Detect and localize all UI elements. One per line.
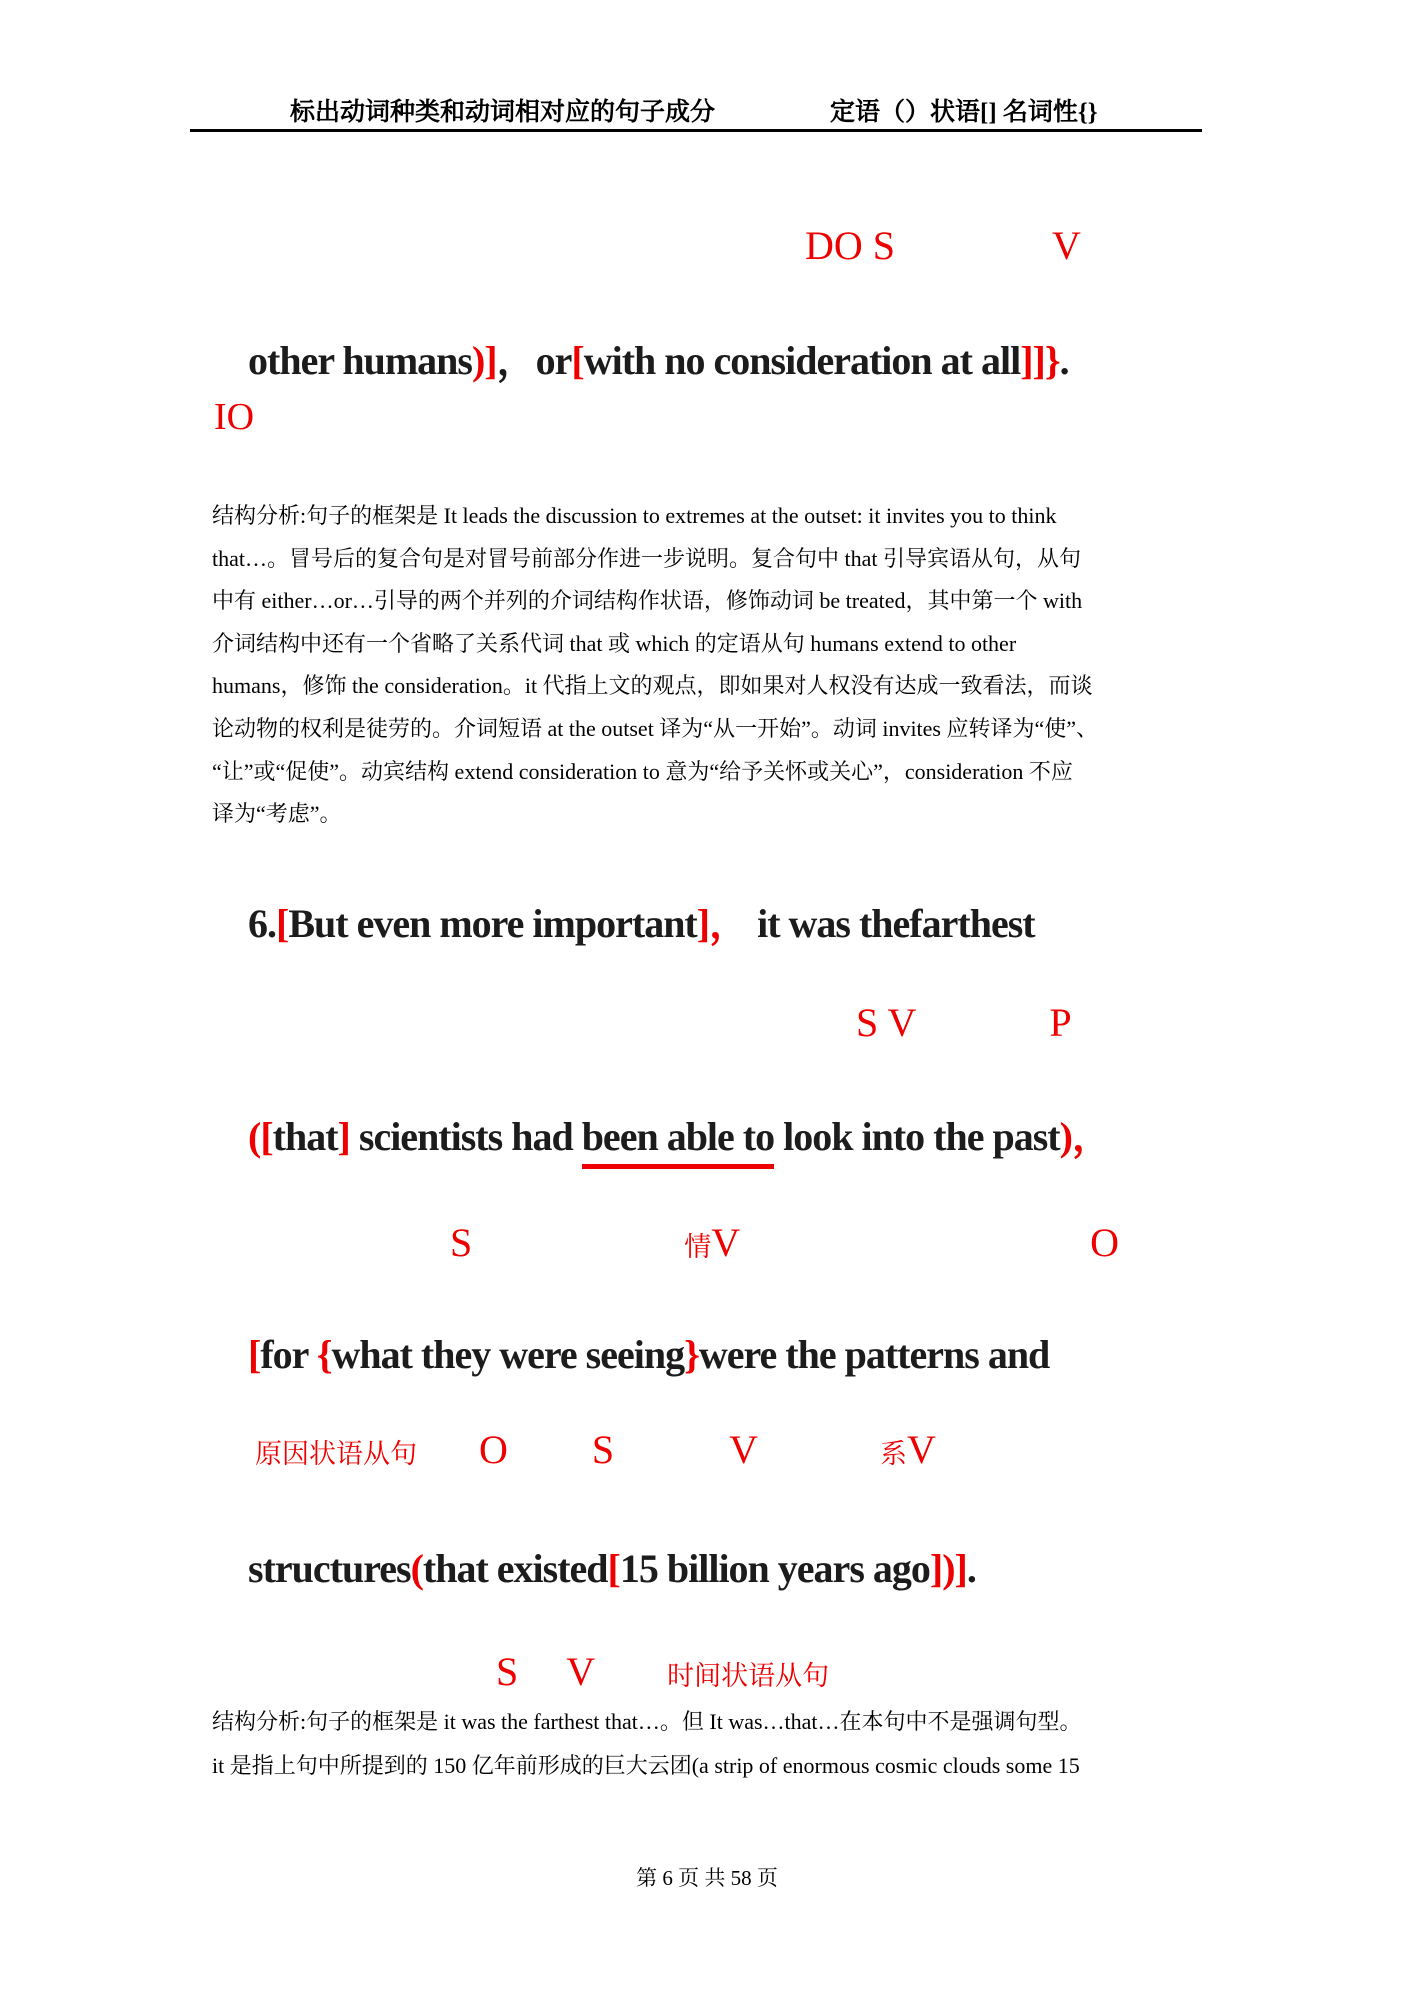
label-row5-clause: 时间状语从句 [667, 1661, 830, 1691]
label-io: IO [214, 396, 255, 438]
s2-seg-2: that [272, 1114, 338, 1159]
label-row-4 [215, 1390, 936, 1510]
s3-seg-4: } [684, 1332, 699, 1377]
h6-seg-3: ] [696, 901, 710, 946]
s2-seg-3: ] [337, 1114, 350, 1159]
label-row5-v: V [566, 1649, 596, 1694]
label-row5-s: S [496, 1649, 519, 1694]
analysis1-line-8: 译为“考虑”。 [212, 801, 342, 827]
s2-seg-5-underlined: been able to [582, 1114, 774, 1169]
s2-seg-8: ， [1071, 1114, 1111, 1159]
s2-seg-1: [ [260, 1114, 273, 1159]
s1-seg-1: )] [471, 338, 497, 383]
label-p: P [1049, 1000, 1072, 1045]
label-row3-qing: 情 [684, 1232, 712, 1262]
analysis1-line-2: that…。冒号后的复合句是对冒号前部分作进一步说明。复合句中 that 引导宾语从句，从句 [212, 545, 1081, 571]
analysis1-line-3: 中有 either…or…引导的两个并列的介词结构作状语，修饰动词 be treated，其中第一个 with [212, 588, 1083, 614]
header-rule [190, 129, 1202, 132]
s3-seg-1: for [260, 1332, 317, 1377]
h6-seg-1: [ [276, 901, 289, 946]
label-row4-s: S [591, 1427, 615, 1472]
s4-seg-4: 15 billion years ago [619, 1546, 930, 1591]
label-row4-v2: V [907, 1427, 936, 1472]
sentence-line-1 [212, 292, 1069, 430]
s1-seg-3: or [535, 338, 572, 383]
label-row3-s: S [450, 1220, 473, 1265]
s3-seg-5: were the patterns and [698, 1332, 1050, 1377]
s3-seg-2: { [316, 1332, 332, 1377]
s4-seg-5: ])] [929, 1546, 967, 1591]
s4-seg-0: structures [248, 1546, 411, 1591]
h6-seg-4: ， [709, 901, 749, 946]
s4-seg-1: ( [410, 1546, 423, 1591]
s1-seg-4: [ [571, 338, 584, 383]
analysis2-line-1: 结构分析:句子的框架是 it was the farthest that…。但 It was…that…在本句中不是强调句型。 [212, 1709, 1082, 1734]
header-left-title: 标出动词种类和动词相对应的句子成分 [290, 99, 716, 126]
s4-seg-2: that existed [422, 1546, 608, 1591]
label-row3-o: O [1090, 1220, 1120, 1265]
label-row4-o: O [479, 1427, 508, 1472]
s2-seg-7: ) [1059, 1114, 1072, 1159]
label-row3-v: V [711, 1220, 741, 1265]
analysis-paragraph-2 [212, 1705, 1212, 1793]
s2-seg-0: ( [248, 1114, 261, 1159]
s1-seg-5: with no consideration at all [583, 338, 1021, 383]
s3-seg-0: [ [248, 1332, 261, 1377]
s4-seg-3: [ [607, 1546, 620, 1591]
s3-seg-3: what they were seeing [331, 1332, 685, 1377]
label-row4-clause: 原因状语从句 [255, 1439, 417, 1469]
h6-seg-0: 6. [248, 901, 276, 946]
label-v-1: V [1052, 223, 1081, 268]
label-s-v: S V [856, 1000, 917, 1045]
analysis1-line-1: 结构分析:句子的框架是 It leads the discussion to extremes at the outset: it invites you to think [212, 503, 1057, 528]
s4-seg-6: . [966, 1546, 976, 1591]
analysis1-line-6: 论动物的权利是徒劳的。介词短语 at the outset 译为“从一开始”。动词 invites 应转译为“使”、 [212, 715, 1099, 741]
label-row-2 [816, 963, 1072, 1083]
label-row-1 [765, 186, 1081, 306]
analysis1-line-7: “让”或“促使”。动宾结构 extend consideration to 意为“给予关怀或关心”，consideration 不应 [212, 758, 1073, 784]
analysis-paragraph-1 [212, 499, 1212, 840]
analysis2-line-2: it 是指上句中所提到的 150 亿年前形成的巨大云团(a strip of enormous cosmic clouds some 15 [212, 1753, 1080, 1778]
s1-seg-7: . [1059, 338, 1069, 383]
s1-seg-0: other humans [248, 338, 472, 383]
h6-seg-2: But even more important [288, 901, 697, 946]
label-row4-xi: 系 [880, 1439, 908, 1469]
label-row4-v: V [729, 1427, 759, 1472]
page-number: 第 6 页 共 58 页 [636, 1866, 778, 1890]
s2-seg-4: scientists had [349, 1114, 582, 1159]
analysis1-line-4: 介词结构中还有一个省略了关系代词 that 或 which 的定语从句 humans extend to other [212, 630, 1017, 656]
label-do-s: DO S [805, 223, 896, 268]
s1-seg-6: ]]} [1020, 338, 1060, 383]
s1-seg-2: ， [496, 338, 536, 383]
analysis1-line-5: humans，修饰 the consideration。it 代指上文的观点，即如果对人权没有达成一致看法，而谈 [212, 673, 1093, 699]
header-right-legend: 定语（）状语[] 名词性{} [830, 99, 1098, 126]
label-row-3 [410, 1183, 1119, 1303]
h6-seg-5: it was thefarthest [748, 901, 1035, 946]
s2-seg-6: look into the past [774, 1114, 1060, 1159]
